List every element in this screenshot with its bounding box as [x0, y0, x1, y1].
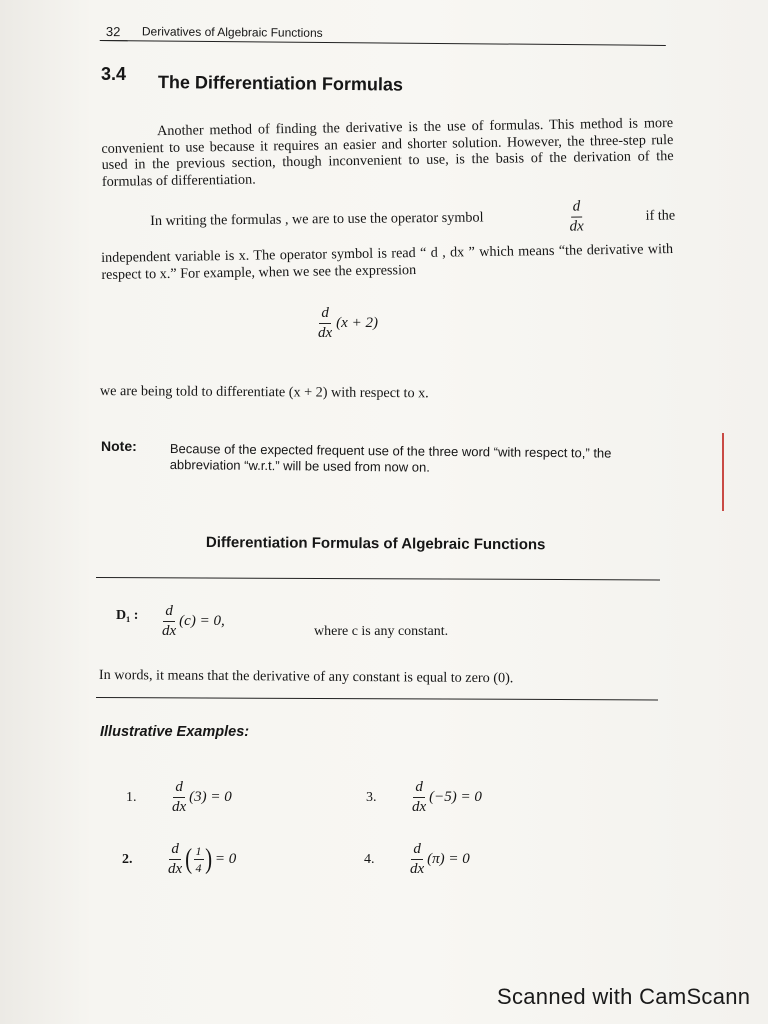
- example-fraction: [166, 842, 184, 877]
- formula-d1-den: dx: [162, 623, 177, 639]
- formula-box-bottom-rule: [96, 697, 658, 700]
- example-rhs: = 0: [214, 851, 237, 867]
- operator-lead: In writing the formulas , we are to use the operator symbol: [150, 209, 484, 229]
- example-number: 2.: [122, 851, 133, 867]
- page-number: 32: [105, 24, 121, 40]
- formula-d1-fraction: [160, 604, 178, 639]
- example-body: (−5) = 0: [429, 789, 482, 805]
- left-paren: (: [185, 843, 193, 875]
- example-body: (3) = 0: [189, 789, 232, 805]
- display-den: dx: [318, 325, 333, 341]
- display-num: d: [319, 306, 331, 324]
- formulas-heading: Differentiation Formulas of Algebraic Functions: [205, 534, 546, 554]
- note-text: Because of the expected frequent use of the three word “with respect to,” the abbreviation “w.r.t.” will be used from now on.: [169, 441, 612, 475]
- example-num: d: [173, 780, 185, 798]
- paragraph-intro-text: Another method of finding the derivative is the use of formulas. This method is more convenient to use because it requires an easier and shorter solution. However, the three-step rule used in the previous section, though inconvenient to use, is the basis of the derivation of the formulas of differentiation.: [101, 115, 674, 190]
- example-1: [126, 780, 232, 815]
- running-header: [100, 22, 670, 40]
- right-paren: ): [204, 843, 212, 875]
- formula-d1-condition: where c is any constant.: [314, 624, 449, 639]
- margin-mark: [722, 433, 724, 511]
- paragraph-intro: [101, 115, 674, 190]
- operator-num: d: [571, 199, 583, 217]
- operator-trail: if the: [645, 207, 676, 224]
- example-num: d: [413, 780, 425, 798]
- example-num: d: [411, 842, 423, 860]
- example-4: [364, 842, 470, 877]
- display-body: (x + 2): [336, 315, 378, 331]
- example-fraction: [170, 780, 188, 815]
- header-rule: [100, 40, 666, 46]
- display-expression: [316, 306, 378, 341]
- examples-heading: Illustrative Examples:: [100, 724, 250, 740]
- scanner-watermark: Scanned with CamScann: [497, 984, 751, 1009]
- in-words-text: In words, it means that the derivative of any constant is equal to zero (0).: [98, 667, 514, 687]
- example-inner-num: 1: [195, 844, 202, 858]
- section-title: The Differentiation Formulas: [157, 72, 404, 95]
- running-title: Derivatives of Algebraic Functions: [141, 24, 323, 40]
- paragraph-operator: independent variable is x. The operator symbol is read “ d , dx ” which means “the derivative with respect to x.” For example, when we see the expression: [101, 241, 674, 283]
- paragraph-example: we are being told to differentiate (x + 2) with respect to x.: [99, 383, 429, 402]
- example-fraction: [408, 842, 426, 877]
- example-body: (π) = 0: [427, 851, 470, 867]
- example-2: [122, 842, 236, 877]
- example-den: dx: [412, 799, 427, 815]
- note-label: Note:: [101, 438, 137, 454]
- example-fraction: [410, 780, 428, 815]
- example-den: dx: [168, 861, 183, 877]
- operator-den: dx: [569, 218, 584, 235]
- example-den: dx: [172, 799, 187, 815]
- example-number: 4.: [364, 851, 375, 867]
- formula-d1-equation: [160, 604, 225, 639]
- operator-fraction: [567, 199, 586, 234]
- example-inner-den: 4: [195, 861, 202, 875]
- formula-d1-label: D₁ :: [116, 608, 139, 623]
- example-3: [366, 780, 482, 815]
- example-inner-fraction: [194, 845, 204, 874]
- operator-line: [150, 199, 675, 239]
- example-number: 3.: [366, 789, 377, 805]
- example-number: 1.: [126, 789, 137, 805]
- formula-d1-num: d: [163, 604, 175, 622]
- display-fraction: [316, 306, 334, 341]
- formula-d1-body: (c) = 0,: [179, 613, 225, 629]
- example-num: d: [169, 842, 181, 860]
- section-number: 3.4: [101, 64, 127, 84]
- formula-box-top-rule: [96, 577, 660, 580]
- example-den: dx: [410, 861, 425, 877]
